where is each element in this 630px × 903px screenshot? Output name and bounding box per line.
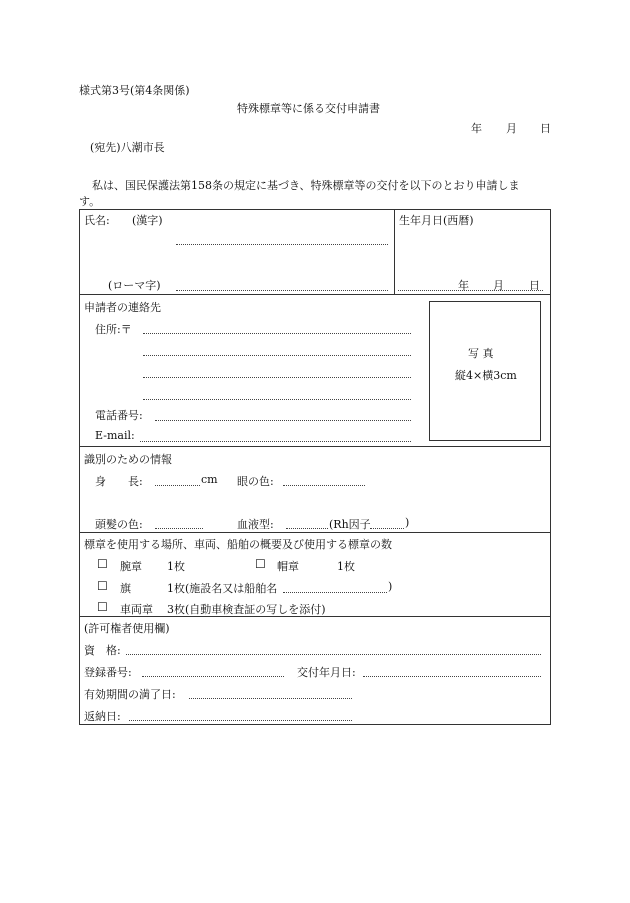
photo-label: 写 真 <box>468 347 494 360</box>
hair-color-field[interactable] <box>155 528 203 529</box>
phone-field[interactable] <box>155 420 411 421</box>
address-field-3[interactable] <box>143 377 411 378</box>
registration-field[interactable] <box>142 676 284 677</box>
blood-type-field[interactable] <box>286 528 328 529</box>
intro-line-1: 私は、国民保護法第158条の規定に基づき、特殊標章等の交付を以下のとおり申請しま <box>92 179 520 192</box>
row-divider <box>79 446 550 447</box>
flag-close: ) <box>388 580 393 593</box>
birth-year-label: 年 <box>458 279 469 292</box>
date-month-label: 月 <box>506 122 517 135</box>
flag-quantity: 1枚(施設名又は船舶名 <box>167 582 278 595</box>
qualification-field[interactable] <box>126 654 541 655</box>
photo-size: 縦4×横3cm <box>455 369 517 382</box>
authority-title: (許可権者使用欄) <box>84 622 170 635</box>
intro-line-2: す。 <box>79 195 101 208</box>
phone-label: 電話番号: <box>95 409 143 422</box>
birth-date-label: 生年月日(西暦) <box>399 214 474 227</box>
facility-name-field[interactable] <box>283 592 387 593</box>
height-label: 身 長: <box>95 475 143 488</box>
registration-label: 登録番号: <box>84 666 132 679</box>
height-unit: cm <box>201 473 218 486</box>
hair-color-label: 頭髪の色: <box>95 518 143 531</box>
eye-color-field[interactable] <box>283 485 365 486</box>
vehicle-checkbox[interactable]: ☐ <box>97 600 108 614</box>
birth-month-label: 月 <box>493 279 504 292</box>
date-year-label: 年 <box>471 122 482 135</box>
email-label: E-mail: <box>95 429 135 442</box>
expiry-field[interactable] <box>189 698 352 699</box>
qualification-label: 資 格: <box>84 644 121 657</box>
armband-quantity: 1枚 <box>167 560 185 573</box>
row-divider <box>79 532 550 533</box>
name-label: 氏名: <box>84 214 110 227</box>
roman-label: (ローマ字) <box>108 279 161 292</box>
height-field[interactable] <box>155 485 200 486</box>
usage-title: 標章を使用する場所、車両、船舶の概要及び使用する標章の数 <box>84 538 392 551</box>
armband-checkbox[interactable]: ☐ <box>97 557 108 571</box>
email-field[interactable] <box>140 441 411 442</box>
vehicle-label: 車両章 <box>120 603 153 616</box>
date-day-label: 日 <box>540 122 551 135</box>
address-field-4[interactable] <box>143 399 411 400</box>
form-title: 特殊標章等に係る交付申請書 <box>237 102 380 115</box>
return-date-field[interactable] <box>129 720 352 721</box>
addressee: (宛先)八潮市長 <box>90 141 165 154</box>
row-divider <box>79 294 550 295</box>
birth-date-field[interactable] <box>398 290 543 291</box>
column-divider <box>394 209 395 294</box>
blood-type-label: 血液型: <box>237 518 274 531</box>
address-field-2[interactable] <box>143 355 411 356</box>
address-label: 住所:〒 <box>95 323 132 336</box>
identification-title: 識別のための情報 <box>84 453 172 466</box>
form-number: 様式第3号(第4条関係) <box>79 84 190 97</box>
issue-date-label: 交付年月日: <box>297 666 356 679</box>
address-field-1[interactable] <box>143 333 411 334</box>
rh-factor-label: (Rh因子 <box>329 518 371 531</box>
rh-factor-field[interactable] <box>370 528 404 529</box>
roman-name-field[interactable] <box>176 290 388 291</box>
contact-title: 申請者の連絡先 <box>84 301 161 314</box>
cap-label: 帽章 <box>277 560 299 573</box>
birth-day-label: 日 <box>529 279 540 292</box>
return-date-label: 返納日: <box>84 710 121 723</box>
eye-color-label: 眼の色: <box>237 475 274 488</box>
expiry-label: 有効期間の満了日: <box>84 688 176 701</box>
cap-checkbox[interactable]: ☐ <box>255 557 266 571</box>
flag-label: 旗 <box>120 582 131 595</box>
vehicle-quantity: 3枚(自動車検査証の写しを添付) <box>167 603 326 616</box>
armband-label: 腕章 <box>120 560 142 573</box>
flag-checkbox[interactable]: ☐ <box>97 579 108 593</box>
issue-date-field[interactable] <box>363 676 541 677</box>
rh-factor-close: ) <box>405 516 410 529</box>
kanji-label: (漢字) <box>132 214 163 227</box>
kanji-name-field[interactable] <box>176 244 388 245</box>
cap-quantity: 1枚 <box>337 560 355 573</box>
